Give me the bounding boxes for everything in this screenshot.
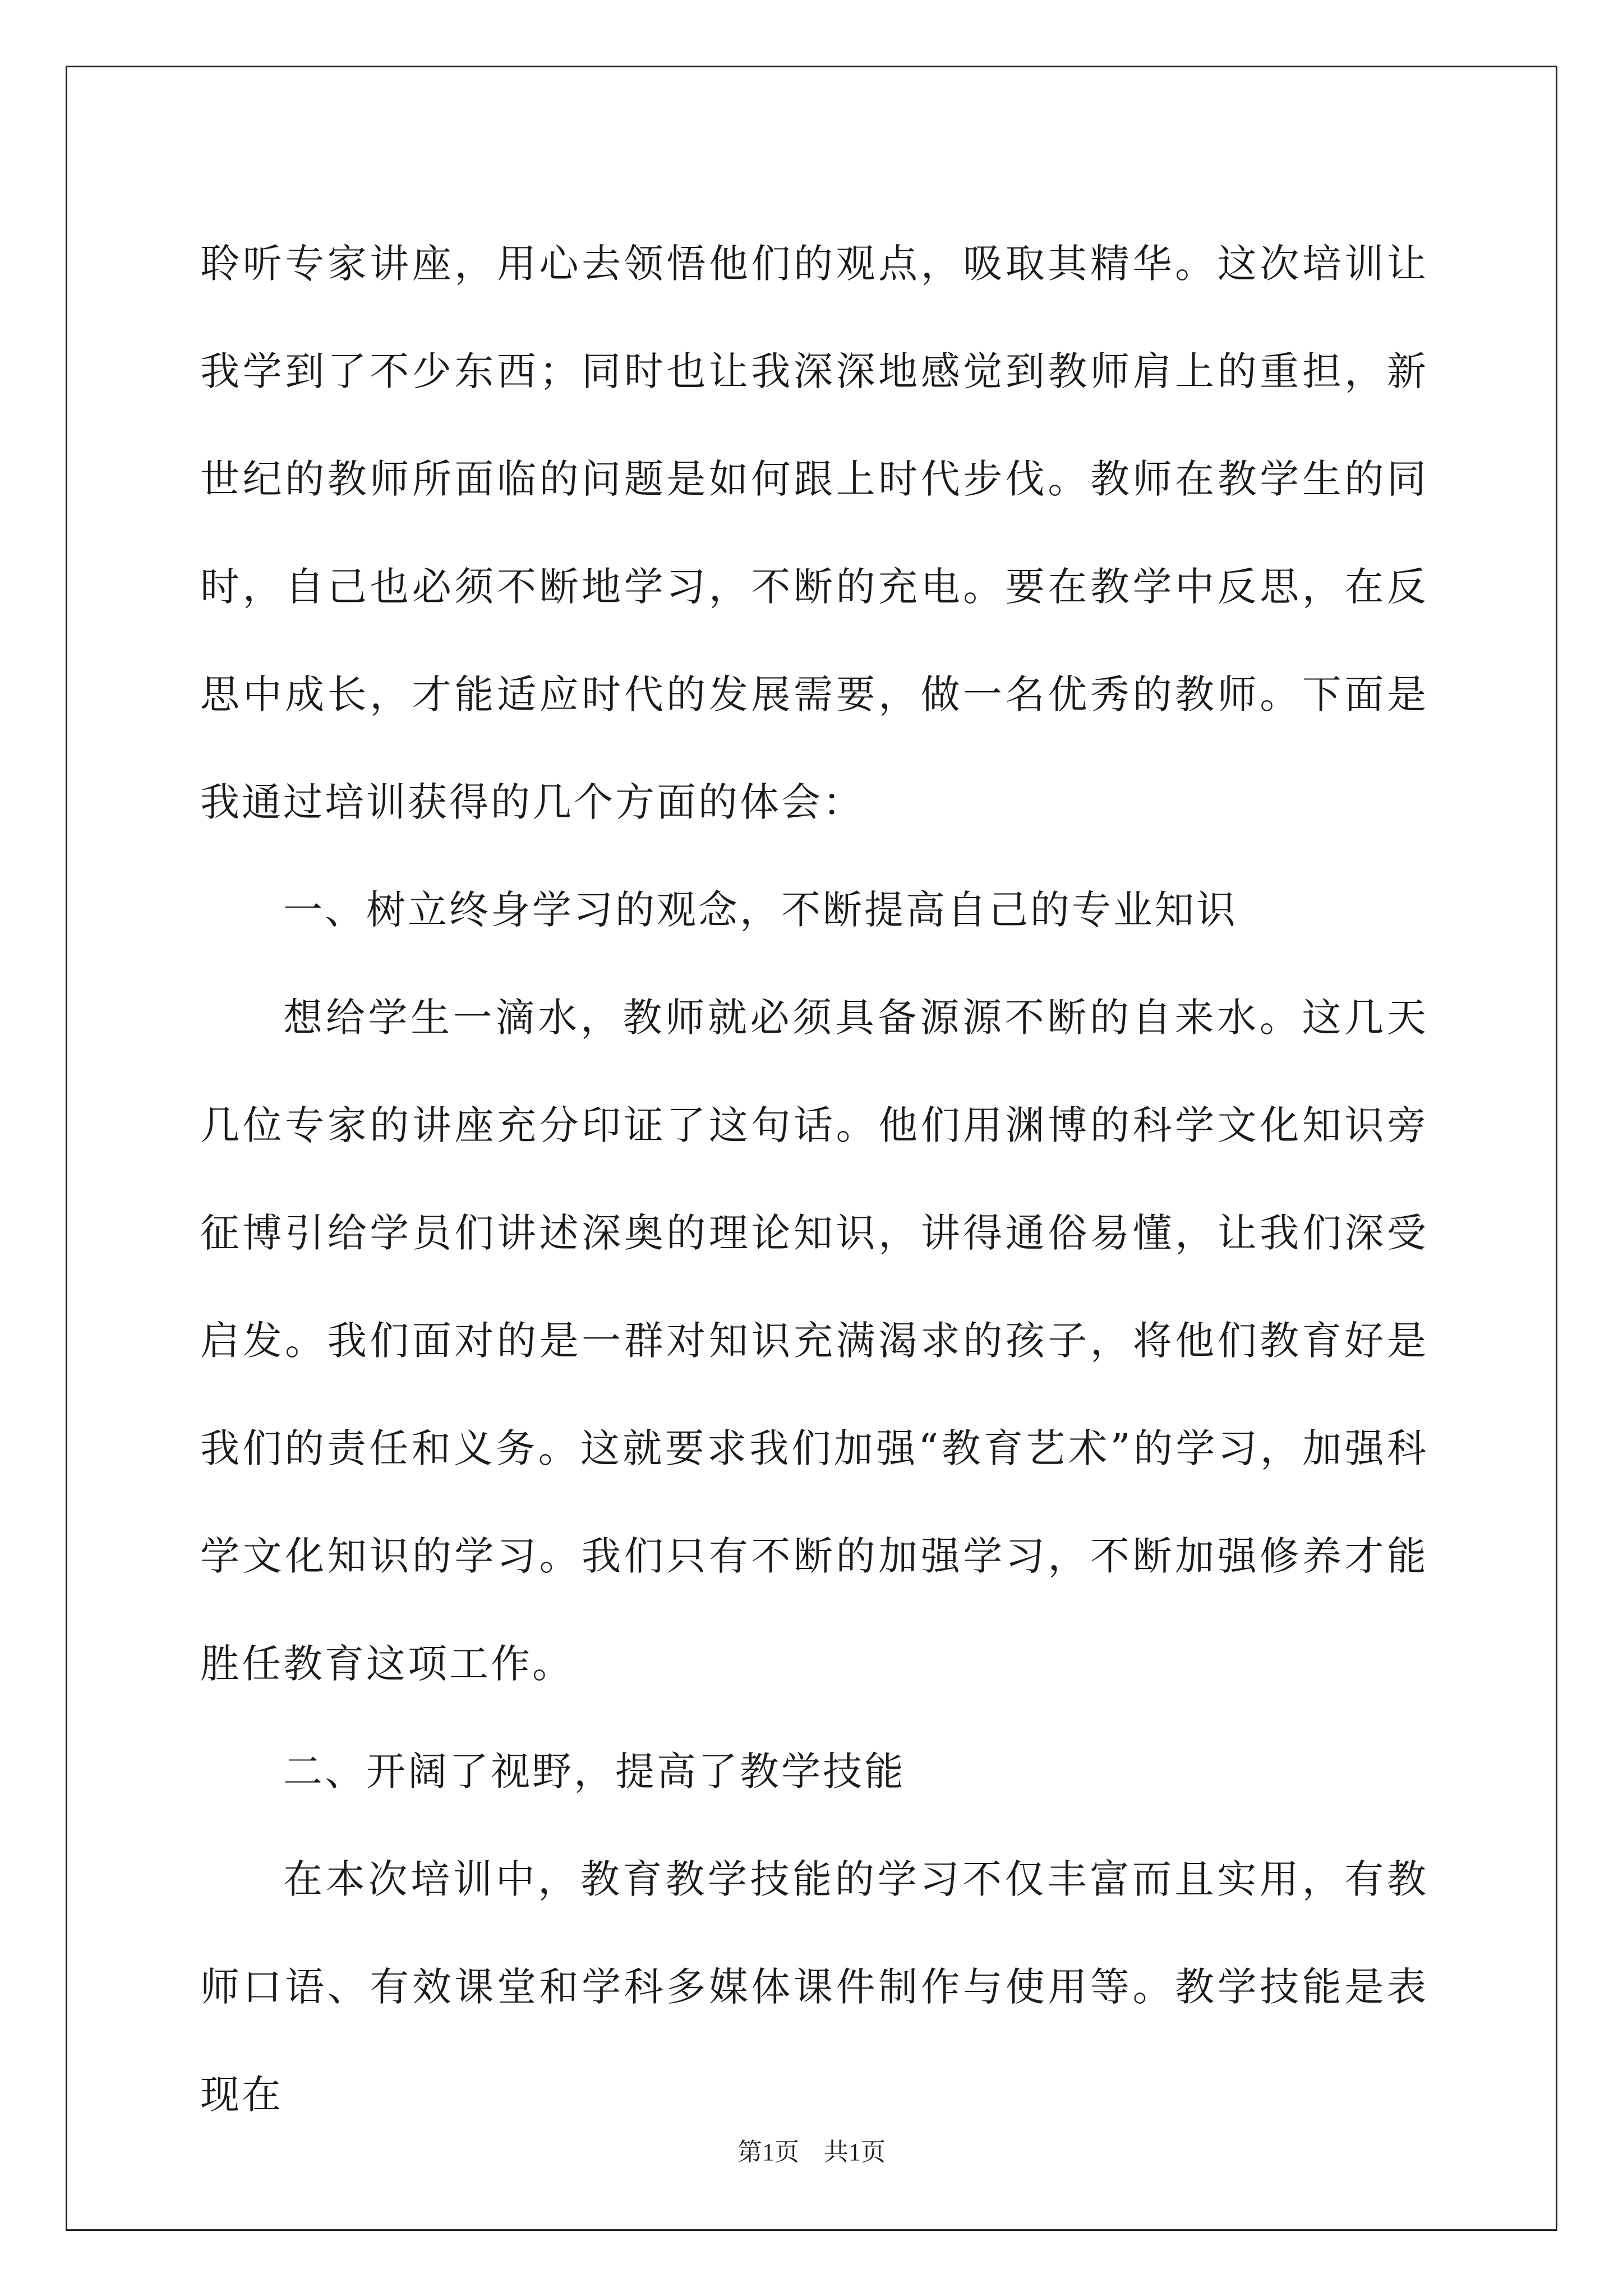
page-total: 共1页 bbox=[824, 2138, 886, 2166]
paragraph-section-2: 在本次培训中，教育教学技能的学习不仅丰富而且实用，有教师口语、有效课堂和学科多媒体课件制作与使用等。教学技能是表现在 bbox=[200, 1856, 1428, 2118]
paragraph-section-1: 想给学生一滴水，教师就必须具备源源不断的自来水。这几天几位专家的讲座充分印证了这句话。他们用渊博的科学文化知识旁征博引给学员们讲述深奥的理论知识，讲得通俗易懂，让我们深受启发。我们面对的是一群对知识充满渴求的孩子，将他们教育好是我们的责任和义务。这就要求我们加强“教育艺术”的学习，加强科学文化知识的学习。我们只有不断的加强学习，不断加强修养才能胜任教育这项工作。 bbox=[200, 995, 1428, 1687]
document-body bbox=[200, 210, 1428, 2148]
page-footer bbox=[0, 2132, 1623, 2168]
heading-section-1: 一、树立终身学习的观念，不断提高自己的专业知识 bbox=[283, 887, 1238, 933]
page-number: 第1页 bbox=[737, 2138, 799, 2166]
paragraph-intro: 聆听专家讲座，用心去领悟他们的观点，吸取其精华。这次培训让我学到了不少东西；同时也让我深深地感觉到教师肩上的重担，新世纪的教师所面临的问题是如何跟上时代步伐。教师在教学生的同时，自己也必须不断地学习，不断的充电。要在教学中反思，在反思中成长，才能适应时代的发展需要，做一名优秀的教师。下面是我通过培训获得的几个方面的体会： bbox=[200, 241, 1428, 825]
heading-section-2: 二、开阔了视野，提高了教学技能 bbox=[283, 1749, 906, 1795]
